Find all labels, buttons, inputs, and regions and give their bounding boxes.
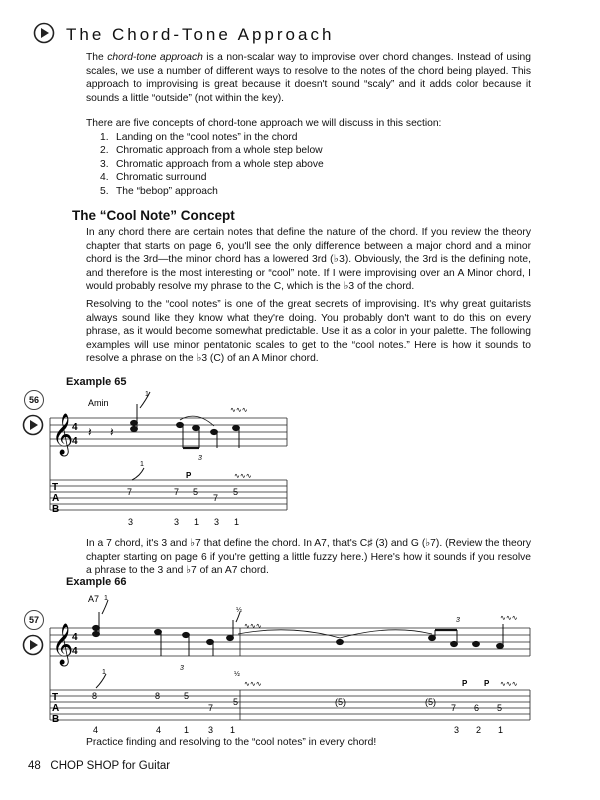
svg-text:1: 1	[145, 391, 149, 398]
example-65-notation	[0, 380, 600, 530]
svg-text:1: 1	[194, 517, 200, 527]
example-65-label: Example 65	[66, 376, 127, 388]
list-item: 2. Chromatic approach from a whole step below	[100, 145, 323, 157]
svg-text:∿∿∿: ∿∿∿	[500, 615, 518, 622]
svg-text:∿∿∿: ∿∿∿	[244, 681, 262, 688]
svg-text:3: 3	[174, 517, 180, 527]
svg-text:3: 3	[128, 517, 134, 527]
chord-degrees	[128, 517, 239, 527]
svg-text:4: 4	[72, 632, 78, 643]
svg-text:3: 3	[454, 725, 460, 735]
svg-text:3: 3	[214, 517, 220, 527]
svg-text:5: 5	[233, 697, 239, 707]
svg-text:5: 5	[497, 703, 503, 713]
treble-clef-icon: 𝄞	[52, 623, 74, 664]
svg-text:𝄽: 𝄽	[88, 425, 92, 439]
svg-text:5: 5	[193, 487, 199, 497]
svg-text:8: 8	[155, 691, 161, 701]
chord-symbol: A7	[88, 594, 100, 604]
svg-text:1: 1	[102, 669, 106, 676]
svg-text:𝄽: 𝄽	[110, 425, 114, 439]
between-paragraph: In a 7 chord, it's 3 and ♭7 that define the chord. In A7, that's C♯ (3) and G (♭7). (Review the theory chapter starting on page 6 if you're getting a little fuzzy here.) Here's how it sounds if you resolve a phrase to the 3 and ♭7 of an A7 chord.	[86, 538, 531, 577]
svg-text:(5): (5)	[335, 697, 346, 707]
svg-text:8: 8	[92, 691, 98, 701]
chord-degrees	[93, 725, 503, 735]
svg-text:7: 7	[213, 493, 219, 503]
svg-text:A: A	[52, 703, 60, 714]
example-66-label: Example 66	[66, 576, 127, 588]
list-item: 1. Landing on the “cool notes” in the chord	[100, 132, 298, 143]
closing-line: Practice finding and resolving to the “cool notes” in every chord!	[86, 737, 377, 748]
cool-note-para2: Resolving to the “cool notes” is one of the great secrets of improvising. It's why great guitarists always sound like they know what they're doing. You probably don't want to do this on every phrase, as it would become somewhat predictable. Use it as a color in your palette. The following examples will use minor pentatonic scales to get to the “cool notes.” Here is how it sounds to resolve a phrase on the ♭3 (C) of an A Minor chord.	[86, 299, 531, 365]
svg-text:1: 1	[104, 595, 108, 602]
svg-text:(5): (5)	[425, 697, 436, 707]
svg-text:3: 3	[180, 665, 184, 672]
list-item: 4. Chromatic surround	[100, 172, 207, 184]
svg-text:3: 3	[198, 455, 202, 462]
svg-text:T: T	[52, 482, 59, 493]
svg-text:½: ½	[236, 607, 242, 614]
svg-text:1: 1	[184, 725, 190, 735]
svg-text:B: B	[52, 714, 60, 725]
svg-text:7: 7	[451, 703, 457, 713]
svg-text:2: 2	[476, 725, 482, 735]
svg-text:6: 6	[474, 703, 480, 713]
list-item: 5. The “bebop” approach	[100, 185, 218, 197]
svg-text:1: 1	[234, 517, 240, 527]
svg-text:∿∿∿: ∿∿∿	[234, 473, 252, 480]
svg-text:∿∿∿: ∿∿∿	[230, 407, 248, 414]
svg-text:T: T	[52, 692, 59, 703]
svg-text:4: 4	[93, 725, 99, 735]
svg-text:4: 4	[156, 725, 162, 735]
svg-text:A: A	[52, 493, 60, 504]
page-footer	[28, 760, 170, 772]
intro-paragraph: The chord-tone approach is a non-scalar way to improvise over chord changes. Instead of using scales, we use a number of different ways to resolve to the notes of the chord being played. This approach to improvising is great because it doesn't sound “scaly” and it adds color because it sounds a little “outside” (not within the key).	[86, 52, 531, 104]
svg-text:3: 3	[208, 725, 214, 735]
concepts-list	[100, 131, 324, 198]
track-57-badge: 57	[24, 610, 44, 630]
book-title: CHOP SHOP for Guitar	[50, 760, 171, 772]
svg-text:P: P	[186, 471, 192, 480]
intro-emphasis: chord-tone approach	[107, 52, 203, 63]
svg-text:4: 4	[72, 646, 78, 657]
svg-text:4: 4	[72, 436, 78, 447]
svg-text:4: 4	[72, 422, 78, 433]
svg-text:1: 1	[230, 725, 236, 735]
svg-text:1: 1	[498, 725, 504, 735]
svg-text:5: 5	[233, 487, 239, 497]
treble-clef-icon: 𝄞	[52, 413, 74, 454]
concepts-lead: There are five concepts of chord-tone approach we will discuss in this section:	[86, 118, 442, 129]
svg-text:∿∿∿: ∿∿∿	[244, 623, 262, 630]
svg-text:7: 7	[174, 487, 180, 497]
svg-text:7: 7	[208, 703, 214, 713]
track-56-badge: 56	[24, 390, 44, 410]
list-item: 3. Chromatic approach from a whole step above	[100, 158, 324, 170]
svg-text:P: P	[484, 679, 490, 688]
page-number: 48	[28, 760, 41, 772]
svg-text:1: 1	[140, 461, 144, 468]
svg-text:3: 3	[456, 617, 460, 624]
audio-play-icon[interactable]	[33, 22, 55, 44]
svg-text:½: ½	[234, 671, 240, 678]
svg-text:5: 5	[184, 691, 190, 701]
svg-text:B: B	[52, 504, 60, 515]
section-title: The Chord-Tone Approach	[66, 25, 335, 44]
cool-note-para1: In any chord there are certain notes that define the nature of the chord. If you review the theory chapter that starts on page 6, you'll see the only difference between a major chord and a minor chord is the 3rd—the minor chord has a lowered 3rd (♭3). Obviously, the 3rd is the defining note, and therefore is the most interesting or “cool” note. If I were improvising over an A Minor chord, I would probably resolve my phrase to the C, which is the ♭3 of the chord.	[86, 227, 531, 293]
svg-text:P: P	[462, 679, 468, 688]
chord-symbol: Amin	[88, 398, 109, 408]
tab-frets	[127, 487, 238, 503]
svg-text:7: 7	[127, 487, 133, 497]
cool-note-heading: The “Cool Note” Concept	[72, 208, 235, 223]
example-66-notation	[0, 590, 600, 740]
svg-text:∿∿∿: ∿∿∿	[500, 681, 518, 688]
